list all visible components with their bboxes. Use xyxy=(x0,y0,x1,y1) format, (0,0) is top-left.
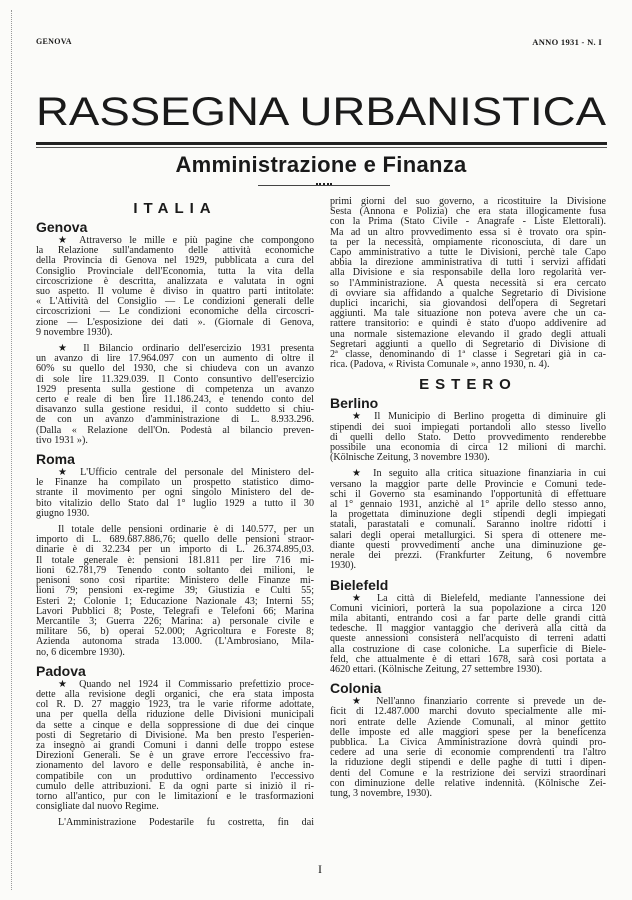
text-line: disavanzo sulla gestione residui, il conto suddetto si chiu- xyxy=(36,404,314,416)
text-line: queste annessioni consisterà nell'acquisto di terreni adatti xyxy=(330,633,606,645)
text-line: 2ª classe, denominando di 1ª classe i Segretari già in ca- xyxy=(330,349,606,361)
text-line: consigliate dal nuovo Regime. xyxy=(36,801,159,813)
masthead-rule-thin xyxy=(36,147,607,148)
city-heading: Colonia xyxy=(330,680,382,697)
text-line: za insegnò ai grandi Comuni i danni delle troppo estese xyxy=(36,739,314,751)
scan-margin-perforation xyxy=(11,10,12,890)
text-line: ★ In seguito alla critica situazione finanziaria in cui xyxy=(352,468,606,480)
text-line: (Dalla « Relazione dell'On. Podestà al bilancio preven- xyxy=(36,424,314,436)
text-line: di quelli dello Stato. Detto provvedimento renderebbe xyxy=(330,431,606,443)
text-line: nori entrate delle Aziende Comunali, al minor gettito xyxy=(330,716,606,728)
news-paragraph xyxy=(330,412,606,463)
text-line: la riduzione degli stipendi e delle paghe di tutti i dipen- xyxy=(330,757,606,769)
text-line: ★ L'Ufficio centrale del personale del Ministero del- xyxy=(58,467,314,479)
column-right xyxy=(330,197,606,805)
text-line: militare 56, b) operai 52.000; Agricoltura e Foreste 8; xyxy=(36,626,314,638)
city-heading: Padova xyxy=(36,662,86,679)
text-line: Ma ad un altro provvedimento essa si è trovato ora spin- xyxy=(330,226,606,238)
section-heading: Amministrazione e Finanza xyxy=(175,152,467,177)
text-line: aggiunti. Ma tale situazione non poteva avere che un ca- xyxy=(330,308,606,320)
text-line: della Provincia di Genova nel 1929, pubblicata a cura del xyxy=(36,255,314,267)
text-line: giugno 1930. xyxy=(36,507,90,519)
text-line: la progettata diminuzione degli stipendi degli impiegati xyxy=(330,509,606,521)
news-paragraph xyxy=(330,594,606,676)
text-line: feld, che attualmente è di ettari 1678, sarà così portata a xyxy=(330,653,606,665)
region-heading: ESTERO xyxy=(419,376,517,394)
text-line: zionamento del lavoro e delle responsabilità, è anche in- xyxy=(36,760,314,772)
text-line: ★ La città di Bielefeld, mediante l'annessione dei xyxy=(352,592,606,604)
text-line: lioni 79; pensioni ex-regime 39; Giustizia e Culti 55; xyxy=(36,585,314,597)
text-line: 4620 ettari. (Kölnische Zeitung, 27 settembre 1930). xyxy=(330,663,543,675)
text-line: ★ Il Municipio di Berlino progetta di diminuire gli xyxy=(352,411,606,423)
text-line: dinarie è di 32.234 per un importo di L. 26.374.895,03. xyxy=(36,544,314,556)
text-line: duplici incarichi, sia giovandosi dell'opera di Segretari xyxy=(330,298,606,310)
text-line: circoscrizione è descritta, analizzata e valutata in ogni xyxy=(36,275,314,287)
text-line: col R. D. 27 maggio 1923, tra le varie riforme adottate, xyxy=(36,699,314,711)
news-paragraph xyxy=(330,197,606,370)
text-line: nerale dei prezzi. (Frankfurter Zeitung, 6 novembre xyxy=(330,550,606,562)
text-line: torno all'antico, pur con le limitazioni e le trasformazioni xyxy=(36,790,314,802)
text-line: possibile una economia di circa 12 milioni di marchi. xyxy=(330,442,606,454)
text-line: rica. (Padova, « Rivista Comunale », anno 1930, n. 4). xyxy=(330,359,550,371)
city-heading: Berlino xyxy=(330,395,379,412)
header-city: GENOVA xyxy=(36,37,72,46)
text-line: al 1° gennaio 1931, anzichè al 1° aprile dello stesso anno, xyxy=(330,499,606,511)
text-line: L'Amministrazione Podestarile fu costretta, fin dai xyxy=(58,817,314,829)
text-line: Direzioni Generali. Se è un grave errore l'eccessivo fra- xyxy=(36,750,314,762)
text-line: ★ Attraverso le mille e più pagine che compongono xyxy=(58,235,314,246)
text-line: un avanzo di lire 17.964.097 con un aumento di oltre il xyxy=(36,353,314,365)
text-line: ★ Nell'anno finanziario corrente si prevede un de- xyxy=(352,696,606,708)
page-number: I xyxy=(318,862,322,876)
text-line: da sette a cinque e della soppressione di due dei cinque xyxy=(36,719,314,731)
news-paragraph xyxy=(36,468,314,519)
text-line: bito vitalizio dello Stato dal 1° luglio 1929 a tutto il 30 xyxy=(36,497,314,509)
text-line: cedere ad una serie di economie comprendenti tra l'altro xyxy=(330,747,606,759)
text-line: penisoni sono così ripartite: Ministero delle Finanze mi- xyxy=(36,575,314,587)
text-line: Lavori Pubblici 8; Poste, Telegrafi e Telefoni 66; Marina xyxy=(36,605,314,617)
text-line: delle imposte ed alle maggiori spese per la beneficenza xyxy=(330,726,606,738)
text-line: abbia la direzione amministrativa di tutti i servizi affidati xyxy=(330,257,606,269)
text-line: Consiglio Provinciale dell'Economia, tutta la vita della xyxy=(36,265,314,277)
text-line: certo e reale di ben lire 11.186.243, e tenendo conto del xyxy=(36,394,314,406)
text-line: Capo amministrativo a tutte le Divisioni, perchè tale Capo xyxy=(330,247,606,259)
text-line: zione — L'esposizione dei dati ». (Giornale di Genova, xyxy=(36,316,314,328)
text-line: Il totale generale è: pensioni 181.811 per lire 716 mi- xyxy=(36,554,314,566)
text-line: importo di L. 689.687.886,76; quello delle pensioni straor- xyxy=(36,534,314,546)
text-line: so l'Amministrazione. A questa necessità si era cercato xyxy=(330,277,606,289)
text-line: circoscrizioni — Le condizioni economiche della circoscri- xyxy=(36,306,314,318)
text-line: 9 novembre 1930). xyxy=(36,326,113,338)
city-heading: Bielefeld xyxy=(330,576,389,593)
text-line: stipendi dei suoi impiegati portandoli allo stesso livello xyxy=(330,421,606,433)
text-line: lioni 62.781,79 Tenendo conto soltanto dei milioni, le xyxy=(36,564,314,576)
text-line: Mercantile 3; Guerra 226; Marina: a) personale civile e xyxy=(36,615,314,627)
text-line: una per quella della riduzione delle Divisioni municipali xyxy=(36,709,314,721)
news-paragraph xyxy=(36,525,314,658)
text-line: alla Divisione e sia responsabile della loro regolarità ver- xyxy=(330,267,606,279)
news-paragraph xyxy=(36,818,314,828)
text-line: suo aspetto. Il volume è diviso in quattro parti intitolate: xyxy=(36,286,314,298)
text-line: ★ Il Bilancio ordinario dell'esercizio 1931 presenta xyxy=(58,343,314,355)
masthead-title xyxy=(36,88,608,132)
text-line: « L'Attività del Consiglio — Le condizioni generali delle xyxy=(36,296,314,308)
text-line: di sole lire 11.329.039. Il Conto consuntivo dell'esercizio xyxy=(36,373,314,385)
text-line: le Finanze ha compilato un prospetto statistico dimo- xyxy=(36,477,314,489)
text-line: con diminuzione delle relative indennità. (Kölnische Zei- xyxy=(330,777,606,789)
text-line: dette alla revisione degli organici, che era stata imposta xyxy=(36,688,314,700)
ornament-dots xyxy=(316,183,332,188)
text-line: 60% su quello del 1930, che si chiudeva con un avanzo xyxy=(36,363,314,375)
text-line: una normale sistemazione elevando il grado degli attuali xyxy=(330,328,606,340)
text-line: 1929 presenta sulla gestione di competenza un avanzo xyxy=(36,383,314,395)
column-left xyxy=(36,198,314,835)
text-line: pubblica. La Civica Amministrazione dovrà quindi pro- xyxy=(330,736,606,748)
text-line: primi giorni del suo governo, a ricostituire la Divisione xyxy=(330,196,606,207)
text-line: con la Prima (Stato Civile - Anagrafe - Liste Elettorali). xyxy=(330,216,606,228)
region-heading: ITALIA xyxy=(133,200,217,217)
news-paragraph xyxy=(36,236,314,338)
text-line: ★ Quando nel 1924 il Commissario prefettizio proce- xyxy=(58,678,314,690)
text-line: tung, 3 novembre, 1930). xyxy=(330,787,433,799)
news-paragraph xyxy=(330,697,606,799)
news-paragraph xyxy=(36,680,314,813)
text-line: Il totale delle pensioni ordinarie è di 140.577, per un xyxy=(58,524,314,536)
text-line: 1930). xyxy=(330,560,357,572)
text-line: mila abitanti, entrando così a far parte delle grandi città xyxy=(330,612,606,624)
text-line: posti di Segretario di Divisione. Ma ben presto l'esperien- xyxy=(36,729,314,741)
text-line: de con un avanzo d'amministrazione di L. 8.933.296. xyxy=(36,414,314,426)
text-line: salari degli operai metallurgici. Si spera di ottenere me- xyxy=(330,529,606,541)
text-line: Sesta (Annona e Polizia) che era stata illogicamente fusa xyxy=(330,206,606,218)
city-heading: Roma xyxy=(36,451,75,468)
text-line: no, 6 dicembre 1930). xyxy=(36,646,125,658)
text-line: schi il Governo sta esaminando l'opportunità di effettuare xyxy=(330,488,606,500)
text-line: Esteri 2; Colonie 1; Educazione Nazionale 43; Interni 55; xyxy=(36,595,314,607)
text-line: (Kölnische Zeitung, 3 novembre 1930). xyxy=(330,452,490,464)
news-paragraph xyxy=(330,469,606,571)
news-paragraph xyxy=(36,344,314,446)
text-line: diante questi provvedimenti anche una diminuzione ge- xyxy=(330,539,606,551)
text-line: alla costruzione di case coloniche. La superficie di Biele- xyxy=(330,643,606,655)
text-line: Segretari aggiunti a quello di Segretario di Divisione di xyxy=(330,338,606,350)
text-line: Comuni viciniori, porterà la sua popolazione a circa 120 xyxy=(330,602,606,614)
text-line: rattere transitorio: e quindi è stato d'uopo addivenire ad xyxy=(330,318,606,330)
text-line: versano la maggior parte delle Provincie e Comuni tede- xyxy=(330,478,606,490)
text-line: strante il movimento per ogni singolo Ministero del de- xyxy=(36,487,314,499)
header-issue: ANNO 1931 - N. I xyxy=(532,37,602,47)
masthead-rule xyxy=(36,142,607,145)
text-line: ta per la necessità, ompiamente riconosciuta, di dare un xyxy=(330,236,606,248)
text-line: la Relazione sull'andamento delle attività economiche xyxy=(36,245,314,257)
text-line: cumulo delle attribuzioni. E da ogni parte si iniziò il ri- xyxy=(36,780,314,792)
text-line: compatibile con un produttivo ordinamento l'eccessivo xyxy=(36,770,314,782)
text-line: Azienda autonoma strada 13.000. (L'Ambrosiano, Mila- xyxy=(36,636,314,648)
masthead-title-text: RASSEGNA URBANISTICA xyxy=(36,90,607,132)
city-heading: Genova xyxy=(36,219,88,235)
text-line: tedesche. Il maggior vantaggio che deriverà alla città da xyxy=(330,623,606,635)
text-line: statali, parastatali e comunali. Saranno inoltre ridotti i xyxy=(330,519,606,531)
text-line: ficit di 12.487.000 marchi dovuto specialmente alle mi- xyxy=(330,706,606,718)
text-line: denti del Comune e la restrizione dei servizi straordinari xyxy=(330,767,606,779)
text-line: di ovviare sia affidando a qualche Segretario di Divisione xyxy=(330,287,606,299)
text-line: tivo 1931 »). xyxy=(36,434,88,446)
